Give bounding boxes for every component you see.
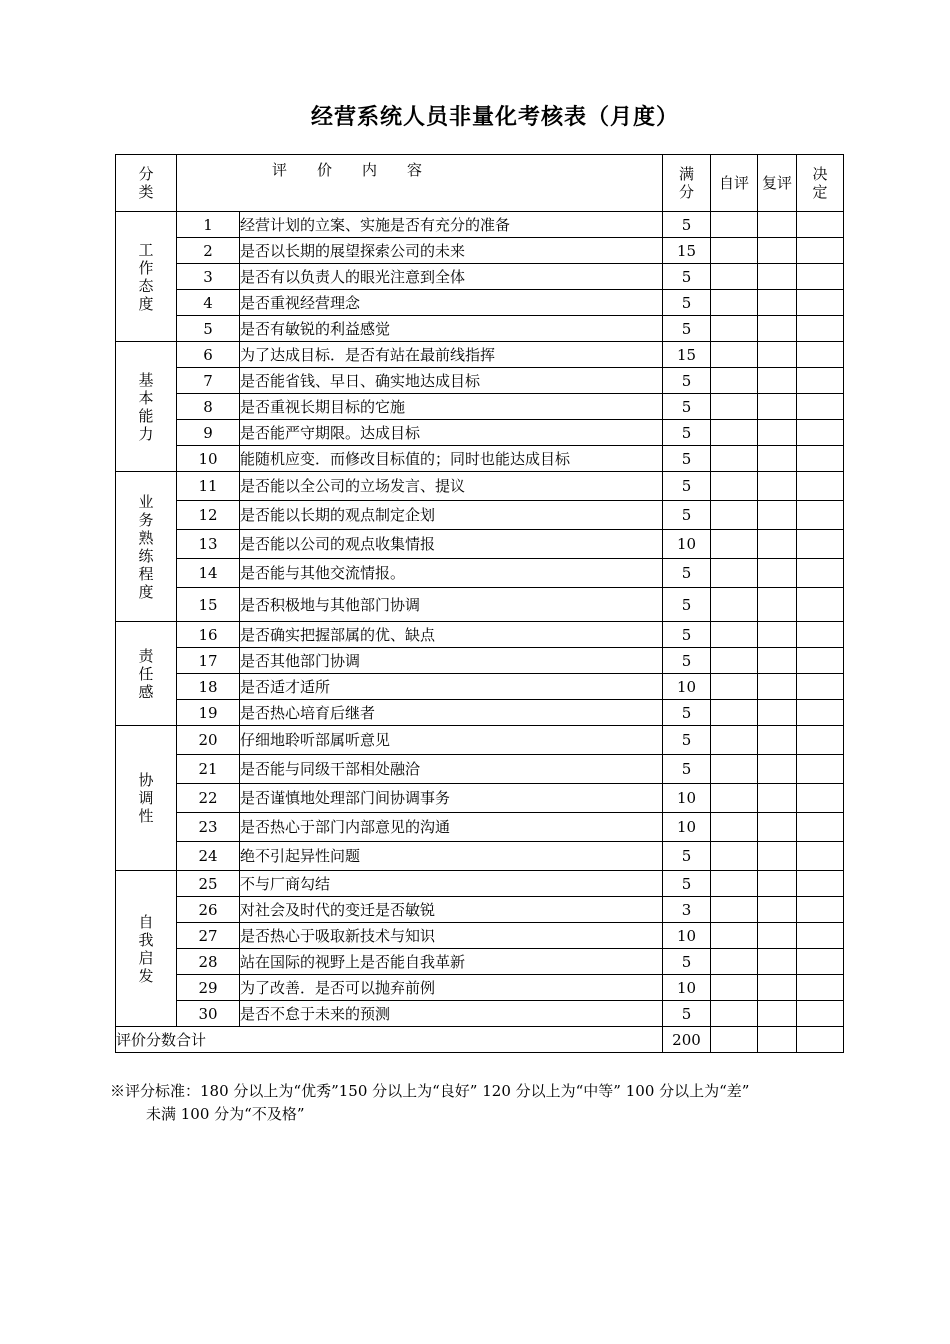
item-number: 22	[177, 784, 240, 813]
review-cell[interactable]	[758, 420, 797, 446]
total-self-eval-cell[interactable]	[711, 1027, 758, 1053]
decision-cell[interactable]	[797, 264, 844, 290]
item-text: 为了达成目标．是否有站在最前线指挥	[240, 342, 663, 368]
item-text: 能随机应变．而修改目标值的；同时也能达成目标	[240, 446, 663, 472]
decision-cell[interactable]	[797, 674, 844, 700]
item-number: 26	[177, 897, 240, 923]
decision-cell[interactable]	[797, 1001, 844, 1027]
item-number: 5	[177, 316, 240, 342]
review-cell[interactable]	[758, 316, 797, 342]
table-row	[116, 420, 844, 446]
table-row	[116, 700, 844, 726]
table-row	[116, 674, 844, 700]
item-text: 仔细地聆听部属听意见	[240, 726, 663, 755]
decision-cell[interactable]	[797, 342, 844, 368]
item-max-score: 5	[663, 622, 711, 648]
item-number: 24	[177, 842, 240, 871]
self-eval-cell[interactable]	[711, 420, 758, 446]
item-max-score: 5	[663, 446, 711, 472]
review-cell[interactable]	[758, 588, 797, 622]
self-eval-cell[interactable]	[711, 700, 758, 726]
review-cell[interactable]	[758, 238, 797, 264]
total-row	[116, 1027, 844, 1053]
item-number: 18	[177, 674, 240, 700]
review-cell[interactable]	[758, 368, 797, 394]
item-text: 是否以长期的展望探索公司的未来	[240, 238, 663, 264]
item-number: 29	[177, 975, 240, 1001]
self-eval-cell[interactable]	[711, 212, 758, 238]
table-row	[116, 588, 844, 622]
item-number: 25	[177, 871, 240, 897]
decision-cell[interactable]	[797, 813, 844, 842]
decision-cell[interactable]	[797, 755, 844, 784]
table-row	[116, 726, 844, 755]
category-cell: 工 作 态 度	[116, 212, 177, 342]
item-text: 站在国际的视野上是否能自我革新	[240, 949, 663, 975]
review-cell[interactable]	[758, 446, 797, 472]
table-row	[116, 842, 844, 871]
table-row	[116, 530, 844, 559]
item-text: 是否能以公司的观点收集情报	[240, 530, 663, 559]
page-title: 经营系统人员非量化考核表（月度）	[310, 105, 679, 130]
item-max-score: 3	[663, 897, 711, 923]
table-row	[116, 784, 844, 813]
header-content-char: 价	[317, 161, 333, 179]
item-max-score: 5	[663, 420, 711, 446]
self-eval-cell[interactable]	[711, 368, 758, 394]
self-eval-cell[interactable]	[711, 1001, 758, 1027]
self-eval-cell[interactable]	[711, 342, 758, 368]
item-text: 是否重视经营理念	[240, 290, 663, 316]
item-number: 6	[177, 342, 240, 368]
decision-cell[interactable]	[797, 975, 844, 1001]
item-number: 2	[177, 238, 240, 264]
item-text: 是否有以负责人的眼光注意到全体	[240, 264, 663, 290]
item-max-score: 5	[663, 949, 711, 975]
item-number: 9	[177, 420, 240, 446]
item-max-score: 10	[663, 975, 711, 1001]
review-cell[interactable]	[758, 1001, 797, 1027]
decision-cell[interactable]	[797, 700, 844, 726]
table-row	[116, 648, 844, 674]
table-row	[116, 394, 844, 420]
review-cell[interactable]	[758, 530, 797, 559]
item-max-score: 10	[663, 530, 711, 559]
decision-cell[interactable]	[797, 588, 844, 622]
header-review: 复评	[758, 155, 797, 212]
item-max-score: 10	[663, 674, 711, 700]
item-number: 20	[177, 726, 240, 755]
item-max-score: 5	[663, 842, 711, 871]
item-max-score: 5	[663, 588, 711, 622]
header-content	[177, 155, 663, 212]
item-text: 是否适才适所	[240, 674, 663, 700]
item-number: 4	[177, 290, 240, 316]
table-row	[116, 472, 844, 501]
decision-cell[interactable]	[797, 622, 844, 648]
total-review-cell[interactable]	[758, 1027, 797, 1053]
item-text: 是否不怠于未来的预测	[240, 1001, 663, 1027]
item-number: 12	[177, 501, 240, 530]
item-text: 是否能与同级干部相处融洽	[240, 755, 663, 784]
table-row	[116, 755, 844, 784]
decision-cell[interactable]	[797, 238, 844, 264]
category-cell: 责 任 感	[116, 622, 177, 726]
decision-cell[interactable]	[797, 290, 844, 316]
item-text: 是否确实把握部属的优、缺点	[240, 622, 663, 648]
decision-cell[interactable]	[797, 316, 844, 342]
self-eval-cell[interactable]	[711, 559, 758, 588]
review-cell[interactable]	[758, 559, 797, 588]
table-row	[116, 1001, 844, 1027]
review-cell[interactable]	[758, 674, 797, 700]
self-eval-cell[interactable]	[711, 264, 758, 290]
self-eval-cell[interactable]	[711, 530, 758, 559]
table-row	[116, 975, 844, 1001]
review-cell[interactable]	[758, 472, 797, 501]
table-row	[116, 813, 844, 842]
table-row	[116, 949, 844, 975]
header-category: 分 类	[116, 155, 177, 212]
total-decision-cell[interactable]	[797, 1027, 844, 1053]
header-content-char: 容	[407, 161, 423, 179]
table-row	[116, 923, 844, 949]
self-eval-cell[interactable]	[711, 472, 758, 501]
table-row	[116, 238, 844, 264]
self-eval-cell[interactable]	[711, 446, 758, 472]
item-max-score: 5	[663, 472, 711, 501]
item-number: 14	[177, 559, 240, 588]
self-eval-cell[interactable]	[711, 648, 758, 674]
item-text: 是否热心于部门内部意见的沟通	[240, 813, 663, 842]
item-number: 3	[177, 264, 240, 290]
item-max-score: 5	[663, 559, 711, 588]
category-cell: 业 务 熟 练 程 度	[116, 472, 177, 622]
item-max-score: 5	[663, 290, 711, 316]
item-number: 28	[177, 949, 240, 975]
header-self-eval: 自评	[711, 155, 758, 212]
item-number: 21	[177, 755, 240, 784]
decision-cell[interactable]	[797, 842, 844, 871]
item-number: 19	[177, 700, 240, 726]
scoring-note	[110, 1080, 870, 1126]
item-text: 是否热心于吸取新技术与知识	[240, 923, 663, 949]
review-cell[interactable]	[758, 813, 797, 842]
table-row	[116, 559, 844, 588]
self-eval-cell[interactable]	[711, 949, 758, 975]
header-decision: 决 定	[797, 155, 844, 212]
review-cell[interactable]	[758, 501, 797, 530]
item-max-score: 5	[663, 755, 711, 784]
item-max-score: 5	[663, 368, 711, 394]
review-cell[interactable]	[758, 700, 797, 726]
review-cell[interactable]	[758, 784, 797, 813]
decision-cell[interactable]	[797, 212, 844, 238]
review-cell[interactable]	[758, 923, 797, 949]
item-text: 对社会及时代的变迁是否敏锐	[240, 897, 663, 923]
total-score: 200	[663, 1027, 711, 1053]
decision-cell[interactable]	[797, 949, 844, 975]
table-row	[116, 897, 844, 923]
scoring-note-line1: ※评分标准：180 分以上为“优秀”150 分以上为“良好” 120 分以上为“中等” 100 分以上为“差”	[110, 1082, 750, 1100]
table-row	[116, 622, 844, 648]
decision-cell[interactable]	[797, 472, 844, 501]
review-cell[interactable]	[758, 726, 797, 755]
item-text: 是否重视长期目标的它施	[240, 394, 663, 420]
header-content-char: 内	[362, 161, 378, 179]
review-cell[interactable]	[758, 622, 797, 648]
item-max-score: 5	[663, 700, 711, 726]
review-cell[interactable]	[758, 648, 797, 674]
item-text: 是否热心培育后继者	[240, 700, 663, 726]
review-cell[interactable]	[758, 975, 797, 1001]
review-cell[interactable]	[758, 212, 797, 238]
decision-cell[interactable]	[797, 897, 844, 923]
item-text: 绝不引起异性问题	[240, 842, 663, 871]
category-cell: 协 调 性	[116, 726, 177, 871]
decision-cell[interactable]	[797, 871, 844, 897]
review-cell[interactable]	[758, 290, 797, 316]
self-eval-cell[interactable]	[711, 975, 758, 1001]
decision-cell[interactable]	[797, 368, 844, 394]
self-eval-cell[interactable]	[711, 290, 758, 316]
item-max-score: 5	[663, 212, 711, 238]
decision-cell[interactable]	[797, 726, 844, 755]
item-max-score: 10	[663, 923, 711, 949]
self-eval-cell[interactable]	[711, 316, 758, 342]
self-eval-cell[interactable]	[711, 755, 758, 784]
item-max-score: 5	[663, 394, 711, 420]
review-cell[interactable]	[758, 842, 797, 871]
table-row	[116, 368, 844, 394]
item-max-score: 5	[663, 726, 711, 755]
item-max-score: 5	[663, 264, 711, 290]
self-eval-cell[interactable]	[711, 897, 758, 923]
item-number: 17	[177, 648, 240, 674]
decision-cell[interactable]	[797, 420, 844, 446]
header-row	[116, 155, 844, 212]
table-row	[116, 316, 844, 342]
header-max-score: 满 分	[663, 155, 711, 212]
item-max-score: 10	[663, 784, 711, 813]
decision-cell[interactable]	[797, 923, 844, 949]
item-max-score: 15	[663, 238, 711, 264]
item-text: 是否能以长期的观点制定企划	[240, 501, 663, 530]
review-cell[interactable]	[758, 264, 797, 290]
item-text: 是否有敏锐的利益感觉	[240, 316, 663, 342]
item-text: 是否能省钱、早日、确实地达成目标	[240, 368, 663, 394]
table-row	[116, 871, 844, 897]
decision-cell[interactable]	[797, 394, 844, 420]
item-max-score: 5	[663, 501, 711, 530]
item-max-score: 5	[663, 648, 711, 674]
self-eval-cell[interactable]	[711, 622, 758, 648]
review-cell[interactable]	[758, 394, 797, 420]
item-text: 是否其他部门协调	[240, 648, 663, 674]
item-text: 为了改善．是否可以抛弃前例	[240, 975, 663, 1001]
item-number: 15	[177, 588, 240, 622]
item-number: 16	[177, 622, 240, 648]
item-number: 27	[177, 923, 240, 949]
self-eval-cell[interactable]	[711, 501, 758, 530]
table-row	[116, 446, 844, 472]
self-eval-cell[interactable]	[711, 871, 758, 897]
item-number: 11	[177, 472, 240, 501]
decision-cell[interactable]	[797, 559, 844, 588]
table-row	[116, 264, 844, 290]
scoring-note-line2: 未满 100 分为“不及格”	[146, 1105, 305, 1123]
evaluation-table	[115, 154, 844, 1053]
review-cell[interactable]	[758, 342, 797, 368]
item-max-score: 5	[663, 316, 711, 342]
item-text: 是否积极地与其他部门协调	[240, 588, 663, 622]
item-text: 不与厂商勾结	[240, 871, 663, 897]
decision-cell[interactable]	[797, 648, 844, 674]
self-eval-cell[interactable]	[711, 674, 758, 700]
review-cell[interactable]	[758, 871, 797, 897]
total-label: 评价分数合计	[116, 1027, 663, 1053]
decision-cell[interactable]	[797, 784, 844, 813]
item-number: 13	[177, 530, 240, 559]
self-eval-cell[interactable]	[711, 238, 758, 264]
item-number: 8	[177, 394, 240, 420]
item-number: 7	[177, 368, 240, 394]
item-number: 30	[177, 1001, 240, 1027]
item-text: 是否能严守期限。达成目标	[240, 420, 663, 446]
item-number: 1	[177, 212, 240, 238]
header-content-char: 评	[272, 161, 288, 179]
decision-cell[interactable]	[797, 446, 844, 472]
self-eval-cell[interactable]	[711, 842, 758, 871]
table-row	[116, 501, 844, 530]
item-text: 是否能与其他交流情报。	[240, 559, 663, 588]
self-eval-cell[interactable]	[711, 726, 758, 755]
decision-cell[interactable]	[797, 501, 844, 530]
item-text: 是否谨慎地处理部门间协调事务	[240, 784, 663, 813]
self-eval-cell[interactable]	[711, 784, 758, 813]
review-cell[interactable]	[758, 949, 797, 975]
self-eval-cell[interactable]	[711, 813, 758, 842]
item-max-score: 10	[663, 813, 711, 842]
decision-cell[interactable]	[797, 530, 844, 559]
item-text: 经营计划的立案、实施是否有充分的准备	[240, 212, 663, 238]
table-row	[116, 290, 844, 316]
item-number: 23	[177, 813, 240, 842]
item-max-score: 5	[663, 871, 711, 897]
review-cell[interactable]	[758, 755, 797, 784]
item-max-score: 5	[663, 1001, 711, 1027]
table-row	[116, 212, 844, 238]
self-eval-cell[interactable]	[711, 394, 758, 420]
item-text: 是否能以全公司的立场发言、提议	[240, 472, 663, 501]
item-max-score: 15	[663, 342, 711, 368]
category-cell: 自 我 启 发	[116, 871, 177, 1027]
review-cell[interactable]	[758, 897, 797, 923]
table-row	[116, 342, 844, 368]
self-eval-cell[interactable]	[711, 923, 758, 949]
item-number: 10	[177, 446, 240, 472]
category-cell: 基 本 能 力	[116, 342, 177, 472]
self-eval-cell[interactable]	[711, 588, 758, 622]
